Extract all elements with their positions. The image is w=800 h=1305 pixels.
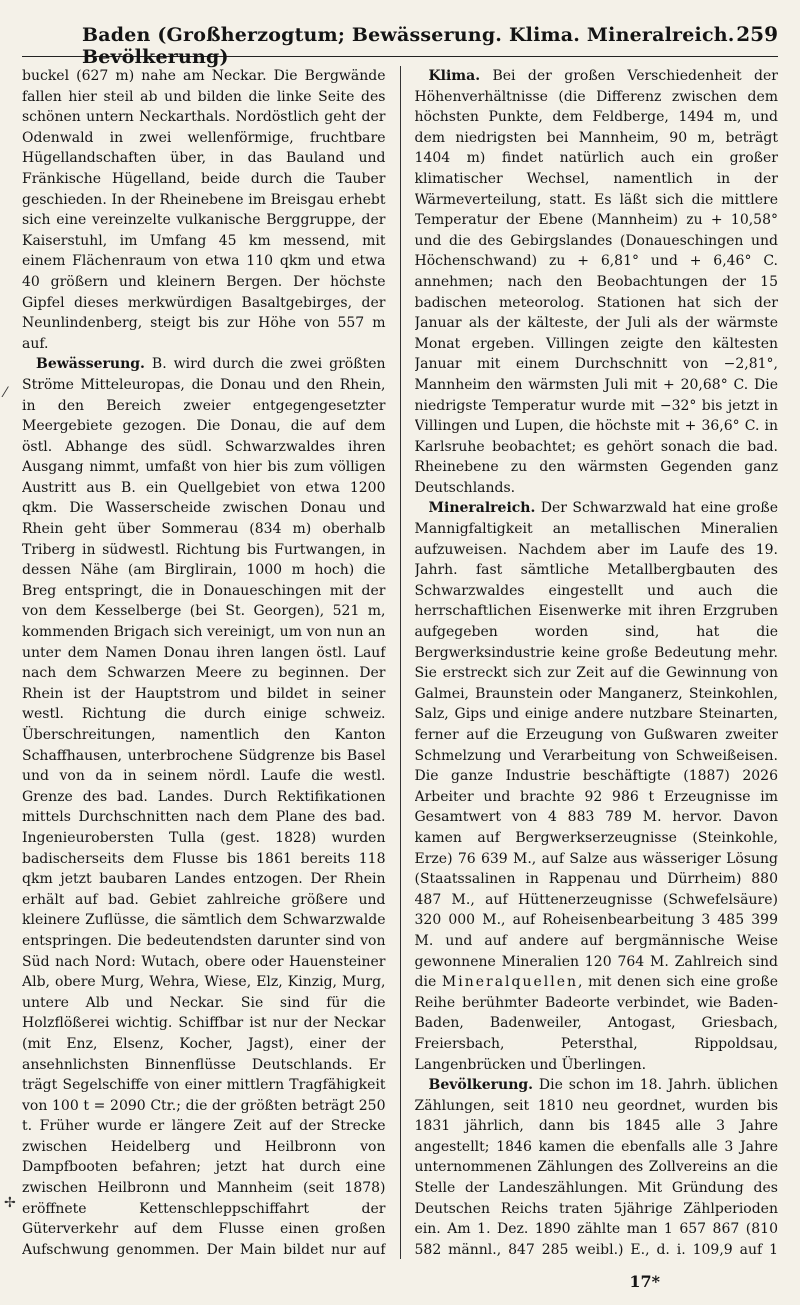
paragraph: buckel (627 m) nahe am Neckar. Die Bergwände fallen hier steil ab und bilden die linke Seite des schönen untern Neckarthals. Nordöstlich geht der Odenwald in zwei wellenförmige, fruchtbare Hügellandschaften über, in das Bauland und Fränkische Hügelland, beide durch die Tauber geschieden. In der Rheinebene im Breisgau erhebt sich eine vereinzelte vulkanische Berggruppe, der Kaiserstuhl, im Umfang 45 km messend, mit einem Flächenraum von etwa 110 qkm und etwa 40 größern und kleinern Bergen. Der höchste Gipfel dieses merkwürdigen Basaltgebirges, der Neunlindenberg, steigt bis zur Höhe von 557 m auf.	[22, 68, 386, 352]
column-rule	[400, 66, 401, 1259]
paragraph: Klima. Bei der großen Verschiedenheit der Höhenverhältnisse (die Differenz zwischen dem höchsten Punkte, dem Feldberge, 1494 m, und dem niedrigsten bei Mannheim, 90 m, beträgt 1404 m) findet natürlich auch ein großer klimatischer Wechsel, namentlich in der Wärmeverteilung, statt. Es läßt sich die mittlere Temperatur der Ebene (Mannheim) zu + 10,58° und die des Gebirgslandes (Donaueschingen und Höchenschwand) zu + 6,81° und + 6,46° C. annehmen; nach den Beobachtungen der 15 badischen meteorolog. Stationen hat sich der Januar als der kälteste, der Juli als der wärmste Monat ergeben. Villingen zeigte den kältesten Januar mit einem Durchschnitt von −2,81°, Mannheim den wärmsten Juli mit + 20,68° C. Die niedrigste Temperatur wurde mit −32° bis jetzt in Villingen und Lupen, die höchste mit + 36,6° C. in Karlsruhe beobachtet; es gehört sonach die bad. Rheinebene zu den wärmsten Gegenden ganz Deutschlands.	[414, 68, 778, 496]
section-heading: Klima.	[428, 68, 481, 84]
margin-mark: ⁄	[4, 385, 7, 401]
left-column	[22, 66, 386, 1259]
page-number: 259	[736, 22, 778, 46]
section-heading: Bewässerung.	[36, 356, 145, 373]
margin-mark: ✢	[4, 1195, 16, 1211]
running-header	[22, 22, 778, 68]
paragraph: Bewässerung. B. wird durch die zwei größten Ströme Mitteleuropas, die Donau und den Rhein, in den Bereich zweier entgegengesetzter Meergebiete gezogen. Die Donau, die auf dem östl. Abhange des südl. Schwarzwaldes ihren Ausgang nimmt, umfaßt von hier bis zum völligen Austritt aus B. ein Quellgebiet von etwa 1200 qkm. Die Wasserscheide zwischen Donau und Rhein geht über Sommerau (834 m) oberhalb Triberg in südwestl. Richtung bis Furtwangen, in dessen Nähe (am Birglirain, 1000 m hoch) die Breg entspringt, die in Donaueschingen mit der von dem Kesselberge (bei St. Georgen), 521 m, kommenden Brigach sich vereinigt, um von nun an unter dem Namen Donau ihren langen östl. Lauf nach dem Schwarzen Meere zu beginnen. Der Rhein ist der Hauptstrom und bildet in seiner westl. Richtung die durch einige schweiz. Überschreitungen, namentlich den Kanton Schaffhausen, unterbrochene Südgrenze bis Basel und von da in seinem nördl. Laufe die westl. Grenze des bad. Landes. Durch Rektifikationen mittels Durchschnitten nach dem Plane des bad. Ingenieurobersten Tulla (gest. 1828) wurden badischerseits dem Flusse bis 1861 bereits 118 qkm jetzt baubaren Landes entzogen. Der Rhein erhält auf bad. Gebiet zahlreiche größere und kleinere Zuflüsse, die sämtlich dem Schwarzwalde entspringen. Die bedeutendsten darunter sind von Süd nach Nord: Wutach, obere oder Hauensteiner Alb, obere Murg, Wehra, Wiese, Elz, Kinzig, Murg, untere Alb und Neckar. Sie sind für die Holzflößerei wichtig. Schiffbar ist nur der Neckar (mit Enz, Elsenz, Kocher, Jagst), einer der ansehnlichsten Binnenflüsse Deutschlands. Er trägt Segelschiffe von einer mittlern Tragfähigkeit von 100 t = 2090 Ctr.; die der größten beträgt 250 t. Früher wurde er längere Zeit auf der Strecke zwischen Heidelberg und Heilbronn von Dampfbooten befahren; jetzt hat durch eine zwischen Heilbronn und Mannheim (seit 1878) eröffnete Kettenschleppschiffahrt der Güterverkehr auf dem Flusse einen großen Aufschwung genommen. Der Main bildet nur auf	[22, 356, 386, 1258]
signature-mark: 17*	[629, 1272, 660, 1291]
right-column	[415, 66, 779, 1259]
text-columns	[22, 66, 778, 1259]
header-title: Baden (Großherzogtum; Bewässerung. Klima. Mineralreich. Bevölkerung)	[82, 24, 735, 68]
section-heading: Mineralreich.	[428, 500, 536, 517]
paragraph: Bevölkerung. Die schon im 18. Jahrh. üblichen Zählungen, seit 1810 neu geordnet, wurden bis 1831 jährlich, dann bis 1845 alle 3 Jahre angestellt; 1846 kamen die ebenfalls alle 3 Jahre unternommenen Zählungen des Zollvereins an die Stelle der Landeszählungen. Mit Gründung des Deutschen Reichs traten 5jährige Zählperioden ein. Am 1. Dez. 1890 zählte man 1 657 867 (810 582 männl., 847 285 weibl.) E., d. i. 109,9 auf 1	[414, 1077, 778, 1258]
paragraph: Mineralreich. Der Schwarzwald hat eine große Mannigfaltigkeit an metallischen Mineralien aufzuweisen. Nachdem aber im Laufe des 19. Jahrh. fast sämtliche Metallbergbauten des Schwarzwaldes eingestellt und auch die herrschaftlichen Eisenwerke mit ihren Erzgruben aufgegeben worden sind, hat die Bergwerksindustrie keine große Bedeutung mehr. Sie erstreckt sich zur Zeit auf die Gewinnung von Galmei, Braunstein oder Manganerz, Steinkohlen, Salz, Gips und einige andere nutzbare Steinarten, ferner auf die Erzeugung von Gußwaren zweiter Schmelzung und Verarbeitung von Schweißeisen. Die ganze Industrie beschäftigte (1887) 2026 Arbeiter und brachte 92 986 t Erzeugnisse im Gesamtwert von 4 883 789 M. hervor. Davon kamen auf Bergwerkserzeugnisse (Steinkohle, Erze) 76 639 M., auf Salze aus wässeriger Lösung (Staatssalinen in Rappenau und Dürrheim) 880 487 M., auf Hüttenerzeugnisse (Schwefelsäure) 320 000 M., auf Roheisenbearbeitung 3 485 399 M. und auf andere auf bergmännische Weise gewonnene Mineralien 120 764 M. Zahlreich sind die Mineralquellen, mit denen sich eine große Reihe berühmter Badeorte verbindet, wie Baden-Baden, Badenweiler, Antogast, Griesbach, Freiersbach, Petersthal, Rippoldsau, Langenbrücken und Überlingen.	[414, 500, 778, 1073]
section-heading: Bevölkerung.	[428, 1077, 534, 1094]
